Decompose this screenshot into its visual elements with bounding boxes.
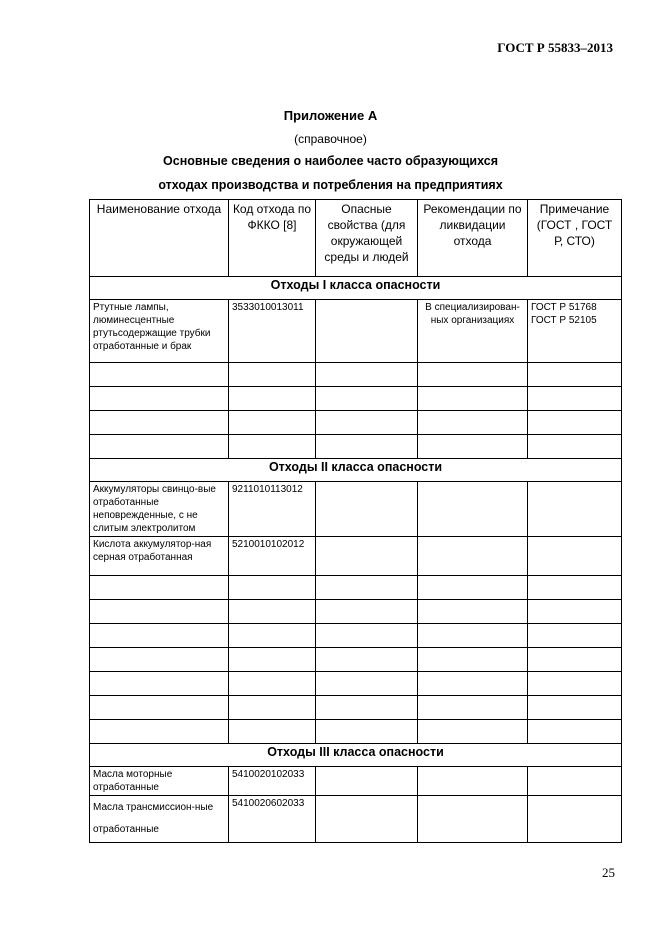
empty-cell xyxy=(316,576,418,600)
waste-name-cell: Масла моторные отработанные xyxy=(90,767,229,796)
empty-cell xyxy=(90,387,229,411)
table-row xyxy=(90,796,622,843)
empty-cell xyxy=(418,387,528,411)
waste-table xyxy=(89,199,622,843)
empty-cell xyxy=(316,648,418,672)
empty-cell xyxy=(528,363,622,387)
waste-name-cell: Масла трансмиссион-ные отработанные xyxy=(90,796,229,843)
empty-cell xyxy=(90,435,229,459)
recommendation-cell xyxy=(418,482,528,537)
empty-cell xyxy=(90,696,229,720)
empty-cell xyxy=(316,696,418,720)
table-row xyxy=(90,648,622,672)
table-row xyxy=(90,624,622,648)
hazard-cell xyxy=(316,482,418,537)
empty-cell xyxy=(316,411,418,435)
waste-code-cell: 3533010013011 xyxy=(229,300,316,363)
empty-cell xyxy=(90,648,229,672)
table-row xyxy=(90,537,622,576)
waste-code-cell: 5410020602033 xyxy=(229,796,316,843)
empty-cell xyxy=(528,600,622,624)
empty-cell xyxy=(316,672,418,696)
note-cell xyxy=(528,796,622,843)
recommendation-cell xyxy=(418,537,528,576)
hazard-cell xyxy=(316,537,418,576)
empty-cell xyxy=(229,576,316,600)
empty-cell xyxy=(229,387,316,411)
recommendation-cell xyxy=(418,767,528,796)
section-row xyxy=(90,277,622,300)
empty-cell xyxy=(229,624,316,648)
section-title: Отходы II класса опасности xyxy=(90,459,622,482)
appendix-title: Приложение А xyxy=(283,108,378,123)
empty-cell xyxy=(316,600,418,624)
empty-cell xyxy=(528,435,622,459)
column-header-note: Примечание (ГОСТ , ГОСТ Р, СТО) xyxy=(528,200,622,277)
empty-cell xyxy=(90,624,229,648)
standard-code: ГОСТ Р 55833–2013 xyxy=(497,40,613,55)
hazard-cell xyxy=(316,300,418,363)
table-heading-line-1: Основные сведения о наиболее часто образующихся xyxy=(163,154,498,168)
waste-code-cell: 5210010102012 xyxy=(229,537,316,576)
note-cell xyxy=(528,537,622,576)
empty-cell xyxy=(418,672,528,696)
table-row xyxy=(90,363,622,387)
empty-cell xyxy=(418,600,528,624)
empty-cell xyxy=(316,387,418,411)
recommendation-cell xyxy=(418,796,528,843)
note-cell xyxy=(528,482,622,537)
empty-cell xyxy=(229,435,316,459)
empty-cell xyxy=(316,624,418,648)
empty-cell xyxy=(90,720,229,744)
empty-cell xyxy=(229,720,316,744)
table-row xyxy=(90,576,622,600)
empty-cell xyxy=(418,696,528,720)
table-row xyxy=(90,696,622,720)
empty-cell xyxy=(418,648,528,672)
section-title: Отходы III класса опасности xyxy=(90,744,622,767)
note-cell: ГОСТ Р 51768 ГОСТ Р 52105 xyxy=(528,300,622,363)
recommendation-cell: В специализирован-ных организациях xyxy=(418,300,528,363)
empty-cell xyxy=(418,411,528,435)
hazard-cell xyxy=(316,767,418,796)
empty-cell xyxy=(90,600,229,624)
column-header-hazard: Опасные свойства (для окружающей среды и людей xyxy=(316,200,418,277)
empty-cell xyxy=(528,648,622,672)
empty-cell xyxy=(90,672,229,696)
table-row xyxy=(90,300,622,363)
table-heading-line-2: отходах производства и потребления на предприятиях xyxy=(158,178,503,192)
waste-name-cell: Кислота аккумулятор-ная серная отработанная xyxy=(90,537,229,576)
empty-cell xyxy=(229,600,316,624)
table-header-row xyxy=(90,200,622,277)
empty-cell xyxy=(528,720,622,744)
empty-cell xyxy=(528,624,622,648)
table-row xyxy=(90,435,622,459)
table-row xyxy=(90,411,622,435)
empty-cell xyxy=(90,576,229,600)
waste-code-cell: 5410020102033 xyxy=(229,767,316,796)
waste-code-cell: 9211010113012 xyxy=(229,482,316,537)
empty-cell xyxy=(229,648,316,672)
empty-cell xyxy=(418,624,528,648)
hazard-cell xyxy=(316,796,418,843)
column-header-code: Код отхода по ФККО [8] xyxy=(229,200,316,277)
empty-cell xyxy=(229,411,316,435)
empty-cell xyxy=(528,672,622,696)
empty-cell xyxy=(418,435,528,459)
empty-cell xyxy=(418,720,528,744)
empty-cell xyxy=(90,363,229,387)
section-row xyxy=(90,744,622,767)
appendix-note: (справочное) xyxy=(294,132,367,146)
empty-cell xyxy=(316,720,418,744)
empty-cell xyxy=(528,576,622,600)
empty-cell xyxy=(418,363,528,387)
waste-name-cell: Ртутные лампы, люминесцентные ртутьсодержащие трубки отработанные и брак xyxy=(90,300,229,363)
page-number: 25 xyxy=(602,865,615,880)
empty-cell xyxy=(229,363,316,387)
empty-cell xyxy=(528,696,622,720)
table-row xyxy=(90,482,622,537)
section-title: Отходы I класса опасности xyxy=(90,277,622,300)
empty-cell xyxy=(418,576,528,600)
table-row xyxy=(90,767,622,796)
empty-cell xyxy=(528,411,622,435)
empty-cell xyxy=(528,387,622,411)
empty-cell xyxy=(316,363,418,387)
table-row xyxy=(90,387,622,411)
table-row xyxy=(90,600,622,624)
empty-cell xyxy=(229,696,316,720)
table-row xyxy=(90,720,622,744)
section-row xyxy=(90,459,622,482)
empty-cell xyxy=(316,435,418,459)
column-header-recommendation: Рекомендации по ликвидации отхода xyxy=(418,200,528,277)
column-header-name: Наименование отхода xyxy=(90,200,229,277)
empty-cell xyxy=(229,672,316,696)
note-cell xyxy=(528,767,622,796)
table-row xyxy=(90,672,622,696)
waste-name-cell: Аккумуляторы свинцо-вые отработанные неповрежденные, с не слитым электролитом xyxy=(90,482,229,537)
empty-cell xyxy=(90,411,229,435)
